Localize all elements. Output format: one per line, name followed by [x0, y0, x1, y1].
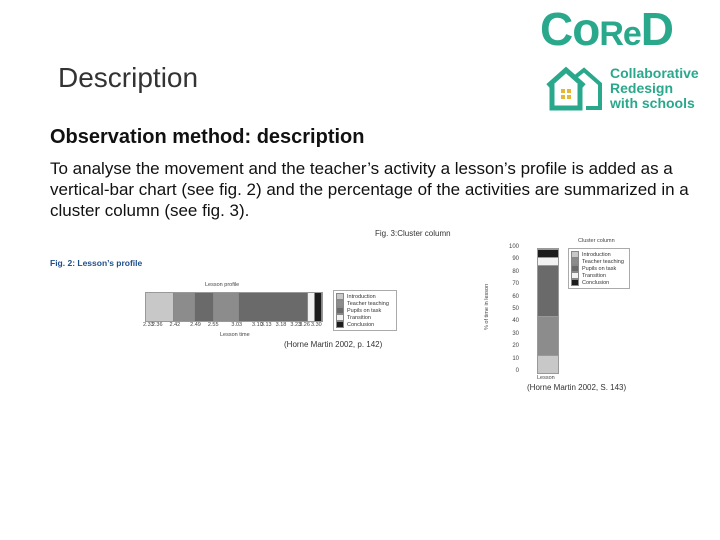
lesson-profile-ticks — [143, 322, 323, 330]
slide-paragraph: To analyse the movement and the teacher’s activity a lesson’s profile is added as a vertical-bar chart (see fig. 2) and the percentage of the activities are summarized in a cluster column (see fig. 3). — [50, 159, 689, 220]
fig3-y-label: % of time in lesson — [484, 283, 490, 330]
profile-tick-label: 3.13 — [260, 322, 272, 328]
y-tick-label: 0 — [515, 368, 519, 374]
y-tick-label: 90 — [512, 256, 519, 263]
y-tick-label: 50 — [512, 306, 519, 312]
legend-label: Teacher teaching — [347, 300, 389, 307]
logo-tagline: Collaborative Redesign with schools — [610, 65, 699, 111]
profile-tick-label: 3.23 — [290, 322, 302, 328]
fig2-x-label: Lesson time — [220, 332, 250, 338]
profile-tick-label: 2.33 — [143, 322, 154, 328]
legend-label: Conclusion — [347, 321, 375, 328]
y-tick-label: 80 — [512, 268, 519, 275]
cluster-segment-transition — [538, 257, 558, 265]
legend-label: Pupils on task — [582, 265, 617, 272]
profile-segment-teacher-teaching — [174, 293, 196, 321]
legend-swatch — [336, 293, 344, 300]
slide-title: Description — [58, 62, 199, 93]
cluster-segment-conclusion — [538, 249, 558, 257]
legend-label: Pupils on task — [347, 307, 382, 314]
y-tick-label: 10 — [512, 355, 519, 362]
legend-swatch — [571, 251, 579, 258]
house-icon — [544, 64, 602, 117]
profile-segment-pupils-on-task — [195, 293, 214, 321]
fig3-legend — [568, 248, 630, 289]
y-tick-label: 40 — [512, 318, 519, 325]
y-tick-label: 60 — [512, 293, 519, 300]
legend-item — [336, 314, 394, 321]
legend-label: Transition — [347, 314, 371, 321]
lesson-profile-bar — [145, 292, 323, 322]
legend-label: Introduction — [582, 251, 611, 258]
fig2-caption: Fig. 2: Lesson’s profile — [50, 258, 143, 268]
legend-swatch — [336, 314, 344, 321]
profile-tick-label: 2.36 — [151, 322, 163, 328]
fig3-caption: Fig. 3:Cluster column — [375, 229, 451, 238]
y-tick-label: 30 — [512, 330, 519, 337]
profile-tick-label: 2.49 — [190, 322, 201, 328]
cluster-segment-pupils-on-task — [538, 265, 558, 316]
cluster-segment-introduction — [538, 355, 558, 373]
legend-swatch — [336, 307, 344, 314]
logo-re: Re — [599, 15, 641, 53]
legend-swatch — [571, 265, 579, 272]
legend-label: Introduction — [347, 293, 376, 300]
y-tick-label: 70 — [512, 281, 519, 288]
logo-d: D — [640, 3, 674, 55]
fig2-legend — [333, 290, 397, 331]
cluster-segment-teacher-teaching — [538, 316, 558, 355]
legend-item — [571, 251, 627, 258]
profile-tick-label: 3.30 — [311, 322, 322, 328]
profile-segment-teacher-teaching — [214, 293, 239, 321]
legend-label: Transition — [582, 272, 606, 279]
profile-tick-label: 3.18 — [275, 322, 287, 328]
legend-item — [336, 307, 394, 314]
profile-segment-pupils-on-task — [239, 293, 308, 321]
profile-tick-label: 3.10 — [252, 322, 263, 328]
fig3-source: (Horne Martin 2002, S. 143) — [527, 383, 627, 392]
profile-segment-transition — [308, 293, 315, 321]
fig3-x-label: Lesson — [537, 375, 555, 381]
legend-item — [336, 321, 394, 328]
legend-label: Conclusion — [582, 279, 610, 286]
profile-tick-label: 3.26 — [299, 322, 310, 328]
profile-segment-conclusion — [315, 293, 322, 321]
legend-item — [336, 300, 394, 307]
fig3-chart-title: Cluster column — [578, 238, 615, 244]
legend-swatch — [336, 321, 344, 328]
profile-tick-label: 3.03 — [231, 322, 243, 328]
slide-subtitle: Observation method: description — [50, 126, 365, 148]
cluster-column-bar — [537, 248, 559, 374]
legend-swatch — [571, 279, 579, 286]
legend-swatch — [571, 258, 579, 265]
profile-tick-label: 2.55 — [207, 322, 219, 328]
cored-logo — [540, 3, 674, 55]
y-tick-label: 100 — [508, 244, 519, 250]
profile-segment-introduction — [146, 293, 174, 321]
legend-swatch — [336, 300, 344, 307]
fig2-source: (Horne Martin 2002, p. 142) — [284, 340, 383, 349]
logo-co: Co — [540, 3, 600, 55]
y-tick-label: 20 — [512, 343, 519, 350]
legend-item — [571, 279, 627, 286]
legend-item — [571, 272, 627, 279]
legend-item — [336, 293, 394, 300]
fig2-chart-title: Lesson profile — [205, 282, 240, 288]
legend-swatch — [571, 272, 579, 279]
legend-item — [571, 265, 627, 272]
profile-tick-label: 2.42 — [169, 322, 181, 328]
fig3-y-ticks — [507, 244, 521, 374]
legend-label: Teacher teaching — [582, 258, 624, 265]
legend-item — [571, 258, 627, 265]
